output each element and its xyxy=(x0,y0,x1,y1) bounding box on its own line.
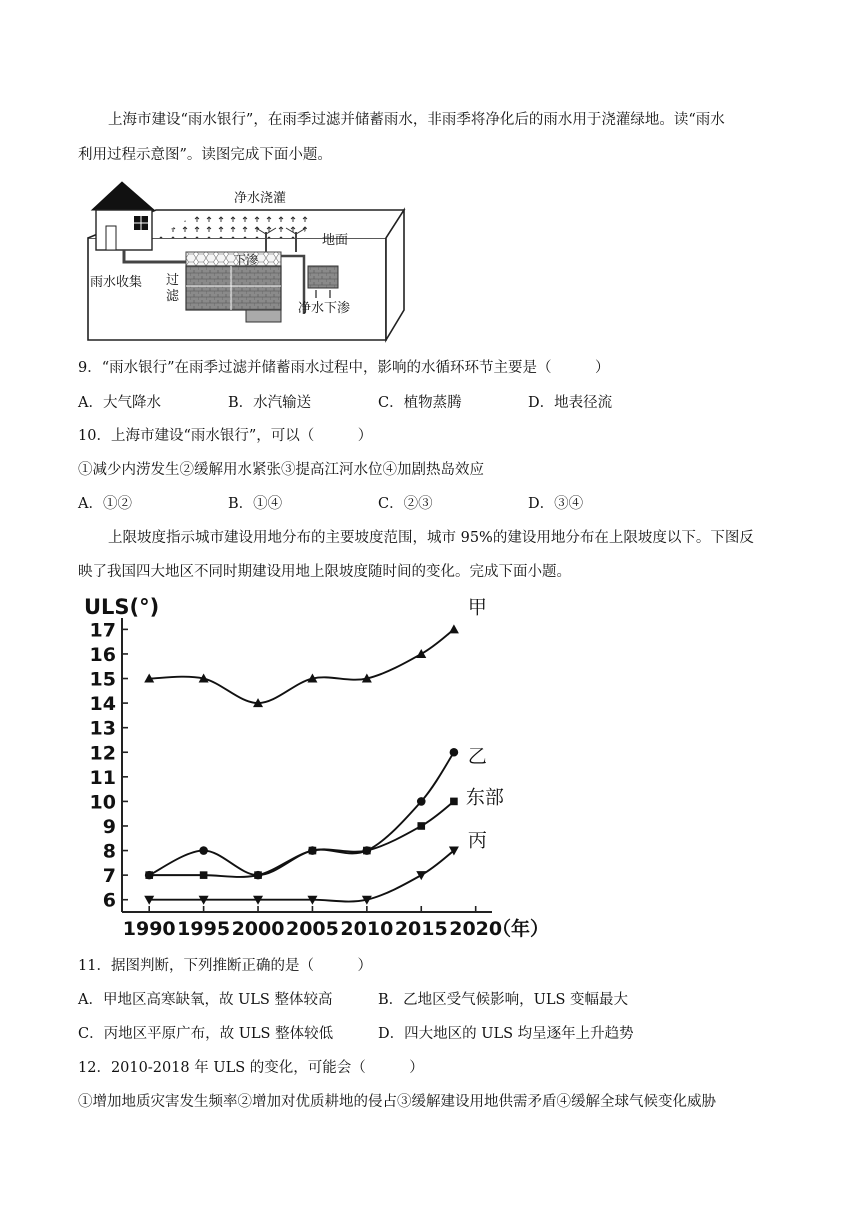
data-point xyxy=(363,847,371,855)
q9-option-c: C．植物蒸腾 xyxy=(378,395,462,411)
intro2-line2: 映了我国四大地区不同时期建设用地上限坡度随时间的变化。完成下面小题。 xyxy=(78,564,571,580)
y-tick-label: 17 xyxy=(89,619,116,642)
q10-option-c: C．②③ xyxy=(378,496,433,512)
y-tick-label: 11 xyxy=(89,766,116,789)
diagram-label-collect: 雨水收集 xyxy=(90,275,143,290)
series-label: 丙 xyxy=(467,829,487,852)
data-point xyxy=(416,871,426,880)
data-point xyxy=(199,846,208,855)
series-line-2 xyxy=(149,801,454,877)
y-tick-label: 10 xyxy=(89,791,116,814)
x-tick-label: 1990 xyxy=(122,918,176,940)
q10-option-b: B．①④ xyxy=(228,496,283,512)
q11-stem: 11．据图判断，下列推断正确的是（ ） xyxy=(78,958,372,974)
series-label: 乙 xyxy=(467,745,487,768)
q10-option-d: D．③④ xyxy=(528,496,584,512)
series-label: 甲 xyxy=(467,596,487,619)
y-tick-label: 13 xyxy=(89,717,116,740)
q12-stem: 12．2010-2018 年 ULS 的变化，可能会（ ） xyxy=(78,1060,424,1076)
data-point xyxy=(416,649,426,658)
data-point xyxy=(449,624,459,633)
data-point xyxy=(309,847,317,855)
data-point xyxy=(145,871,153,879)
q11-option-d: D．四大地区的 ULS 均呈逐年上升趋势 xyxy=(378,1026,634,1042)
diagram-label-irrigation: 净水浇灌 xyxy=(234,191,287,206)
rainwater-diagram xyxy=(86,174,408,344)
diagram-label-filter-1: 过 xyxy=(166,273,180,288)
uls-line-chart xyxy=(80,592,560,944)
data-point xyxy=(254,871,262,879)
y-tick-label: 12 xyxy=(89,742,116,765)
intro1-line1: 上海市建设“雨水银行”，在雨季过滤并储蓄雨水，非雨季将净化后的雨水用于浇灌绿地。读“雨水 xyxy=(108,112,725,128)
y-tick-label: 8 xyxy=(102,840,116,863)
y-tick-label: 15 xyxy=(89,668,116,691)
x-tick-label: 2005 xyxy=(285,918,339,940)
q9-option-b: B．水汽输送 xyxy=(228,395,312,411)
q12-items: ①增加地质灾害发生频率②增加对优质耕地的侵占③缓解建设用地供需矛盾④缓解全球气候变化威胁 xyxy=(78,1094,716,1110)
data-point xyxy=(450,748,459,757)
q10-items: ①减少内涝发生②缓解用水紧张③提高江河水位④加剧热岛效应 xyxy=(78,462,484,478)
q11-option-c: C．丙地区平原广布，故 ULS 整体较低 xyxy=(78,1026,334,1042)
series-line-0 xyxy=(149,629,454,703)
q9-stem: 9．“雨水银行”在雨季过滤并储蓄雨水过程中，影响的水循环环节主要是（ ） xyxy=(78,360,610,376)
data-point xyxy=(417,797,426,806)
y-tick-label: 7 xyxy=(102,865,116,888)
y-tick-label: 16 xyxy=(89,643,116,666)
y-tick-label: 6 xyxy=(102,889,116,912)
diagram-label-filter-2: 滤 xyxy=(166,289,180,304)
diagram-label-seep: 下渗 xyxy=(234,253,259,267)
x-tick-label: 2015 xyxy=(394,918,448,940)
y-axis-label: ULS(°) xyxy=(84,595,160,619)
x-tick-label: 2020 xyxy=(449,918,503,940)
y-tick-label: 14 xyxy=(89,693,116,716)
data-point xyxy=(200,871,208,879)
x-tick-label: 2000 xyxy=(231,918,285,940)
q11-option-a: A．甲地区高寒缺氧，故 ULS 整体较高 xyxy=(78,992,333,1008)
intro2-line1: 上限坡度指示城市建设用地分布的主要坡度范围，城市 95%的建设用地分布在上限坡度以下。下图反 xyxy=(108,530,754,546)
y-tick-label: 9 xyxy=(102,815,116,838)
intro1-line2: 利用过程示意图”。读图完成下面小题。 xyxy=(78,147,332,163)
x-tick-label: 1995 xyxy=(177,918,231,940)
q10-stem: 10．上海市建设“雨水银行”，可以（ ） xyxy=(78,428,373,444)
series-line-1 xyxy=(149,752,454,875)
diagram-label-ground: 地面 xyxy=(322,233,349,248)
data-point xyxy=(450,798,458,806)
q9-option-d: D．地表径流 xyxy=(528,395,613,411)
q11-option-b: B．乙地区受气候影响，ULS 变幅最大 xyxy=(378,992,629,1008)
q10-option-a: A．①② xyxy=(78,496,132,512)
x-tick-label: 2010 xyxy=(340,918,394,940)
diagram-label-clean-seep: 净水下渗 xyxy=(298,301,351,316)
x-axis-unit-label: （年） xyxy=(492,918,550,940)
series-label: 东部 xyxy=(465,786,504,809)
q9-option-a: A．大气降水 xyxy=(78,395,161,411)
data-point xyxy=(417,822,425,830)
